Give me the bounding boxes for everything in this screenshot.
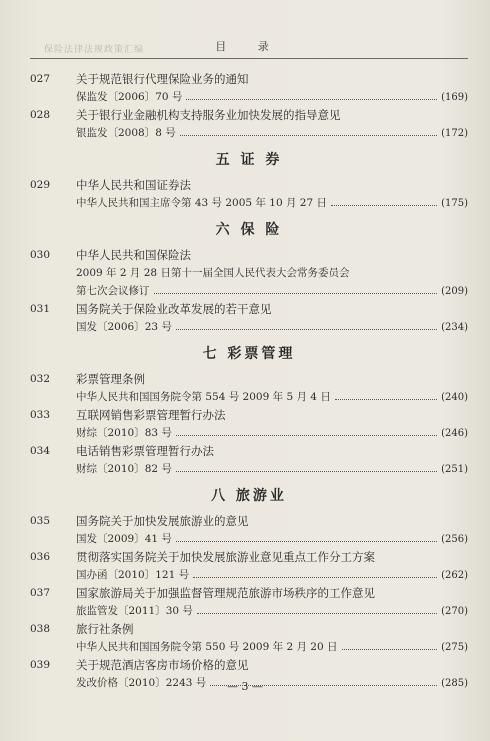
entry-title-row <box>30 442 468 460</box>
entry-source-text: 第七次会议修订 <box>76 285 150 297</box>
entry-source-line <box>30 638 468 656</box>
page-number: — 3 — <box>227 680 263 693</box>
entry-source-text: 保监发〔2006〕70 号 <box>76 91 183 103</box>
entry-source-text: 国发〔2006〕23 号 <box>76 321 172 333</box>
entry-page-number: (240) <box>441 392 468 403</box>
entry-number: 038 <box>30 623 51 635</box>
dot-leader <box>176 435 437 436</box>
entry-source-line <box>30 194 468 212</box>
entry-title: 国家旅游局关于加强监督管理规范旅游市场秩序的工作意见 <box>76 586 375 600</box>
entry-number: 036 <box>30 551 51 563</box>
entry-source-text: 发改价格〔2010〕2243 号 <box>76 677 207 689</box>
dot-leader <box>180 135 437 136</box>
entry-source-text: 财综〔2010〕83 号 <box>76 427 172 439</box>
bleed-through-text: 保险法律法规政策汇编 <box>44 45 145 55</box>
entry-title: 中华人民共和国证券法 <box>76 178 191 192</box>
dot-leader <box>335 399 437 400</box>
section-heading: 五 证 券 <box>215 152 283 168</box>
entry-title-row <box>30 548 468 566</box>
entry-title: 关于规范酒店客房市场价格的意见 <box>76 658 249 672</box>
entry-number: 028 <box>30 109 51 121</box>
entry-number: 027 <box>30 73 51 85</box>
entry-page-number: (285) <box>441 678 468 689</box>
entry-number: 037 <box>30 587 51 599</box>
entry-number: 032 <box>30 373 51 385</box>
entry-source-line <box>30 460 468 478</box>
entry-title: 电话销售彩票管理暂行办法 <box>76 444 214 458</box>
dot-leader <box>331 205 437 206</box>
entry-source-line <box>30 318 468 336</box>
entry-page-number: (172) <box>441 128 468 139</box>
toc-entry <box>30 406 468 442</box>
entry-source-line <box>30 530 468 548</box>
entry-source-text: 中华人民共和国主席令第 43 号 2005 年 10 月 27 日 <box>76 197 328 209</box>
section-heading: 八 旅游业 <box>211 488 287 504</box>
dot-leader <box>176 329 437 330</box>
dot-leader <box>342 649 438 650</box>
entry-title-row <box>30 246 468 264</box>
entry-title-row <box>30 620 468 638</box>
dot-leader <box>176 471 437 472</box>
entry-title-row <box>30 512 468 530</box>
toc-entry <box>30 70 468 106</box>
entry-page-number: (270) <box>441 606 468 617</box>
entry-source-line <box>30 282 468 300</box>
entry-page-number: (234) <box>441 322 468 333</box>
toc-entry <box>30 442 468 478</box>
entry-title: 关于银行业金融机构支持服务业加快发展的指导意见 <box>76 108 341 122</box>
entry-page-number: (246) <box>441 428 468 439</box>
toc-entry <box>30 370 468 406</box>
entry-source-line <box>30 424 468 442</box>
entry-source-line <box>30 264 468 282</box>
entry-title-row <box>30 370 468 388</box>
entry-title: 国务院关于加快发展旅游业的意见 <box>76 514 249 528</box>
entry-source-text: 2009 年 2 月 28 日第十一届全国人民代表大会常务委员会 <box>76 267 350 279</box>
entry-source-text: 国发〔2009〕41 号 <box>76 533 172 545</box>
toc-entry <box>30 584 468 620</box>
entry-title-row <box>30 656 468 674</box>
entry-title: 中华人民共和国保险法 <box>76 248 191 262</box>
toc-entry <box>30 300 468 336</box>
entry-page-number: (175) <box>441 198 468 209</box>
entry-title: 旅行社条例 <box>76 622 134 636</box>
entry-source-line <box>30 88 468 106</box>
entry-page-number: (275) <box>441 642 468 653</box>
dot-leader <box>176 541 437 542</box>
toc-entry <box>30 106 468 142</box>
entry-source-text: 国办函〔2010〕121 号 <box>76 569 190 581</box>
entry-source-text: 旅监管发〔2011〕30 号 <box>76 605 193 617</box>
entry-source-line <box>30 602 468 620</box>
toc-entry <box>30 176 468 212</box>
entry-title-row <box>30 300 468 318</box>
entry-title: 关于规范银行代理保险业务的通知 <box>76 72 249 86</box>
header-title: 目 录 <box>215 40 283 53</box>
entry-number: 031 <box>30 303 51 315</box>
entry-page-number: (262) <box>441 570 468 581</box>
entry-number: 033 <box>30 409 51 421</box>
entry-page-number: (169) <box>441 92 468 103</box>
entry-page-number: (256) <box>441 534 468 545</box>
toc-entry <box>30 246 468 300</box>
entry-title-row <box>30 176 468 194</box>
entry-page-number: (209) <box>441 286 468 297</box>
section-heading: 七 彩票管理 <box>202 346 296 362</box>
entry-title-row <box>30 106 468 124</box>
toc-entry <box>30 620 468 656</box>
entry-number: 030 <box>30 249 51 261</box>
entry-source-text: 银监发〔2008〕8 号 <box>76 127 176 139</box>
entry-source-text: 中华人民共和国国务院令第 554 号 2009 年 5 月 4 日 <box>76 391 331 403</box>
dot-leader <box>197 613 437 614</box>
entry-number: 035 <box>30 515 51 527</box>
dot-leader <box>154 293 438 294</box>
entry-number: 029 <box>30 179 51 191</box>
entry-title: 互联网销售彩票管理暂行办法 <box>76 408 226 422</box>
running-header <box>30 38 468 59</box>
dot-leader <box>186 99 437 100</box>
entry-source-text: 财综〔2010〕82 号 <box>76 463 172 475</box>
entry-title: 国务院关于保险业改革发展的若干意见 <box>76 302 272 316</box>
entry-title: 贯彻落实国务院关于加快发展旅游业意见重点工作分工方案 <box>76 550 375 564</box>
entry-title: 彩票管理条例 <box>76 372 145 386</box>
dot-leader <box>193 577 437 578</box>
entry-source-text: 中华人民共和国国务院令第 550 号 2009 年 2 月 20 日 <box>76 641 338 653</box>
entry-number: 039 <box>30 659 51 671</box>
entry-title-row <box>30 406 468 424</box>
toc-entry <box>30 512 468 548</box>
table-of-contents <box>30 70 468 692</box>
entry-source-line <box>30 566 468 584</box>
section-heading: 六 保 险 <box>215 222 283 238</box>
entry-number: 034 <box>30 445 51 457</box>
toc-entry <box>30 548 468 584</box>
entry-page-number: (251) <box>441 464 468 475</box>
entry-title-row <box>30 584 468 602</box>
entry-source-line <box>30 124 468 142</box>
entry-source-line <box>30 388 468 406</box>
entry-title-row <box>30 70 468 88</box>
